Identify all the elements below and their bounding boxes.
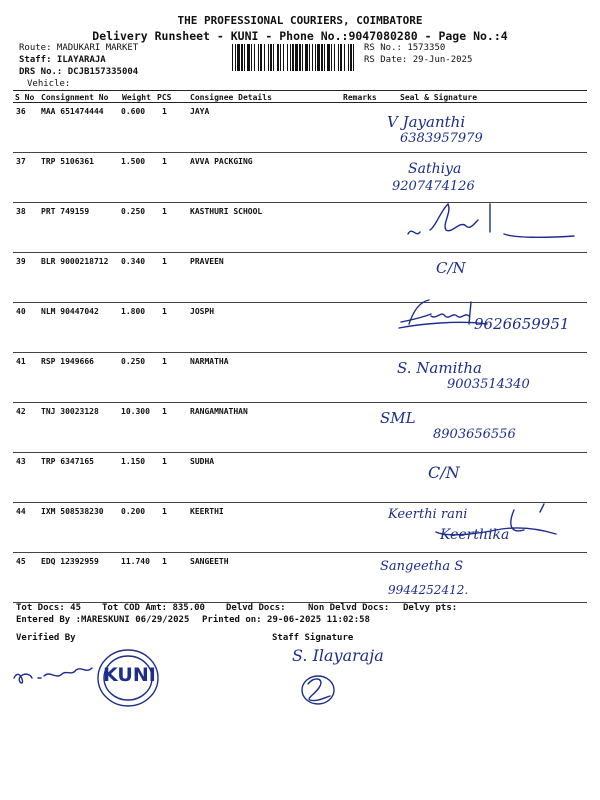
row-pcs: 1 [162, 257, 167, 266]
row-consignee: KASTHURI SCHOOL [190, 207, 263, 216]
row-consignment-no: TRP 6347165 [41, 457, 94, 466]
row-sno: 36 [16, 107, 26, 116]
barcode-bar [340, 44, 342, 71]
barcode-bar [232, 44, 233, 71]
row-sno: 44 [16, 507, 26, 516]
row-weight: 0.200 [121, 507, 146, 516]
barcode-image [232, 44, 356, 71]
row-sno: 38 [16, 207, 26, 216]
barcode-bar [273, 44, 274, 71]
row-consignment-no: TRP 5106361 [41, 157, 94, 166]
barcode-bar [350, 44, 352, 71]
col-consignment: Consignment No [41, 93, 109, 102]
barcode-bar [353, 44, 354, 71]
recipient-phone-note: Keerthika [440, 527, 510, 543]
row-consignee: RANGAMNATHAN [190, 407, 248, 416]
row-weight: 1.150 [121, 457, 146, 466]
row-sno: 43 [16, 457, 26, 466]
barcode-bar [317, 44, 320, 71]
barcode-bar [264, 44, 265, 71]
recipient-signature: C/N [428, 463, 460, 482]
row-pcs: 1 [162, 157, 167, 166]
barcode-bar [268, 44, 269, 71]
recipient-phone-note: 9626659951 [474, 315, 570, 333]
row-consignee: PRAVEEN [190, 257, 224, 266]
rs-date: RS Date: 29-Jun-2025 [364, 55, 473, 65]
row-sno: 41 [16, 357, 26, 366]
barcode-bar [292, 44, 294, 71]
row-consignee: JAYA [190, 107, 210, 116]
row-consignment-no: PRT 749159 [41, 207, 90, 216]
row-pcs: 1 [162, 557, 167, 566]
barcode-bar [338, 44, 339, 71]
recipient-phone-note: 9003514340 [447, 377, 530, 392]
drs-number: DRS No.: DCJB157335004 [19, 67, 139, 77]
barcode-bar [258, 44, 259, 71]
barcode-bar [280, 44, 281, 71]
row-weight: 11.740 [121, 557, 150, 566]
recipient-signature-scribble [400, 200, 590, 250]
barcode-bar [327, 44, 330, 71]
row-pcs: 1 [162, 107, 167, 116]
row-consignment-no: EDQ 12392959 [41, 557, 99, 566]
row-consignee: KEERTHI [190, 507, 224, 516]
row-weight: 0.600 [121, 107, 146, 116]
recipient-phone-note: 6383957979 [400, 131, 483, 146]
recipient-signature-scribble [395, 292, 585, 342]
non-delivered-docs: Non Delvd Docs: [308, 603, 390, 613]
barcode-bar [302, 44, 303, 71]
company-title: THE PROFESSIONAL COURIERS, COIMBATORE [177, 14, 423, 27]
barcode-bar [270, 44, 272, 71]
barcode-bar [247, 44, 250, 71]
table-row [13, 153, 587, 203]
row-weight: 1.800 [121, 307, 146, 316]
barcode-bar [334, 44, 335, 71]
recipient-signature: V Jayanthi [387, 113, 466, 131]
row-consignment-no: MAA 651474444 [41, 107, 104, 116]
staff-label: Staff: ILAYARAJA [19, 55, 106, 65]
staff-initial-mark [300, 672, 340, 706]
vehicle-label: Vehicle: [27, 79, 71, 89]
barcode-bar [348, 44, 349, 71]
row-consignee: AVVA PACKGING [190, 157, 253, 166]
col-sno: S No [15, 93, 35, 102]
row-sno: 42 [16, 407, 26, 416]
row-sno: 45 [16, 557, 26, 566]
row-consignment-no: RSP 1949666 [41, 357, 94, 366]
barcode-bar [324, 44, 325, 71]
barcode-bar [299, 44, 301, 71]
row-consignee: SUDHA [190, 457, 215, 466]
recipient-signature-flourish [430, 502, 600, 552]
row-consignment-no: IXM 508538230 [41, 507, 104, 516]
barcode-bar [315, 44, 316, 71]
col-remarks: Remarks [343, 93, 377, 102]
col-pcs: PCS [157, 93, 172, 102]
table-row [13, 553, 587, 603]
row-weight: 0.340 [121, 257, 146, 266]
barcode-bar [312, 44, 313, 71]
row-consignee: NARMATHA [190, 357, 229, 366]
table-row [13, 353, 587, 403]
row-weight: 10.300 [121, 407, 150, 416]
recipient-signature: Keerthi rani [388, 507, 468, 522]
barcode-bar [260, 44, 262, 71]
row-pcs: 1 [162, 357, 167, 366]
table-row [13, 403, 587, 453]
recipient-signature: C/N [436, 259, 466, 277]
barcode-bar [344, 44, 345, 71]
barcode-bar [305, 44, 308, 71]
table-row [13, 453, 587, 503]
barcode-bar [241, 44, 243, 71]
staff-signature-handwriting: S. Ilayaraja [292, 646, 384, 665]
row-consignee: JOSPH [190, 307, 215, 316]
row-sno: 40 [16, 307, 26, 316]
total-docs: Tot Docs: 45 [16, 603, 82, 613]
row-sno: 39 [16, 257, 26, 266]
col-weight: Weight [122, 93, 151, 102]
entered-by: Entered By :MARESKUNI 06/29/2025 [16, 615, 190, 625]
barcode-bar [287, 44, 288, 71]
barcode-bar [235, 44, 236, 71]
stamp-text: KUNI [103, 664, 156, 686]
barcode-bar [309, 44, 310, 71]
barcode-bar [237, 44, 240, 71]
row-consignee: SANGEETH [190, 557, 229, 566]
row-pcs: 1 [162, 457, 167, 466]
row-consignment-no: BLR 9000218712 [41, 257, 109, 266]
barcode-bar [244, 44, 245, 71]
row-divider [13, 602, 587, 603]
total-cod: Tot COD Amt: 835.00 [102, 603, 205, 613]
barcode-bar [290, 44, 291, 71]
row-pcs: 1 [162, 407, 167, 416]
row-pcs: 1 [162, 507, 167, 516]
barcode-bar [331, 44, 332, 71]
recipient-signature: S. Namitha [397, 359, 482, 377]
delivery-points: Delvy pts: [403, 603, 458, 613]
rs-number: RS No.: 1573350 [364, 43, 446, 53]
delivered-docs: Delvd Docs: [226, 603, 286, 613]
recipient-phone-note: 9944252412. [388, 583, 469, 597]
col-consignee: Consignee Details [190, 93, 272, 102]
row-pcs: 1 [162, 307, 167, 316]
verified-by-label: Verified By [16, 633, 76, 643]
barcode-bar [254, 44, 255, 71]
recipient-signature: Sathiya [408, 161, 462, 177]
recipient-signature: Sangeetha S [380, 559, 464, 574]
row-consignment-no: NLM 90447042 [41, 307, 99, 316]
barcode-bar [321, 44, 323, 71]
row-weight: 0.250 [121, 207, 146, 216]
row-pcs: 1 [162, 207, 167, 216]
route-label: Route: MADUKARI MARKET [19, 43, 139, 53]
barcode-bar [277, 44, 279, 71]
barcode-bar [251, 44, 252, 71]
barcode-bar [283, 44, 284, 71]
staff-signature-label: Staff Signature [272, 633, 354, 643]
runsheet-subtitle: Delivery Runsheet - KUNI - Phone No.:9047080280 - Page No.:4 [92, 29, 508, 43]
barcode-bar [295, 44, 298, 71]
row-sno: 37 [16, 157, 26, 166]
recipient-phone-note: 8903656556 [433, 427, 516, 442]
table-top-border [13, 90, 587, 91]
row-weight: 0.250 [121, 357, 146, 366]
row-consignment-no: TNJ 30023128 [41, 407, 99, 416]
col-signature: Seal & Signature [400, 93, 478, 102]
recipient-phone-note: 9207474126 [392, 179, 475, 194]
row-weight: 1.500 [121, 157, 146, 166]
recipient-signature: SML [380, 409, 416, 427]
printed-on: Printed on: 29-06-2025 11:02:58 [202, 615, 370, 625]
table-row [13, 103, 587, 153]
